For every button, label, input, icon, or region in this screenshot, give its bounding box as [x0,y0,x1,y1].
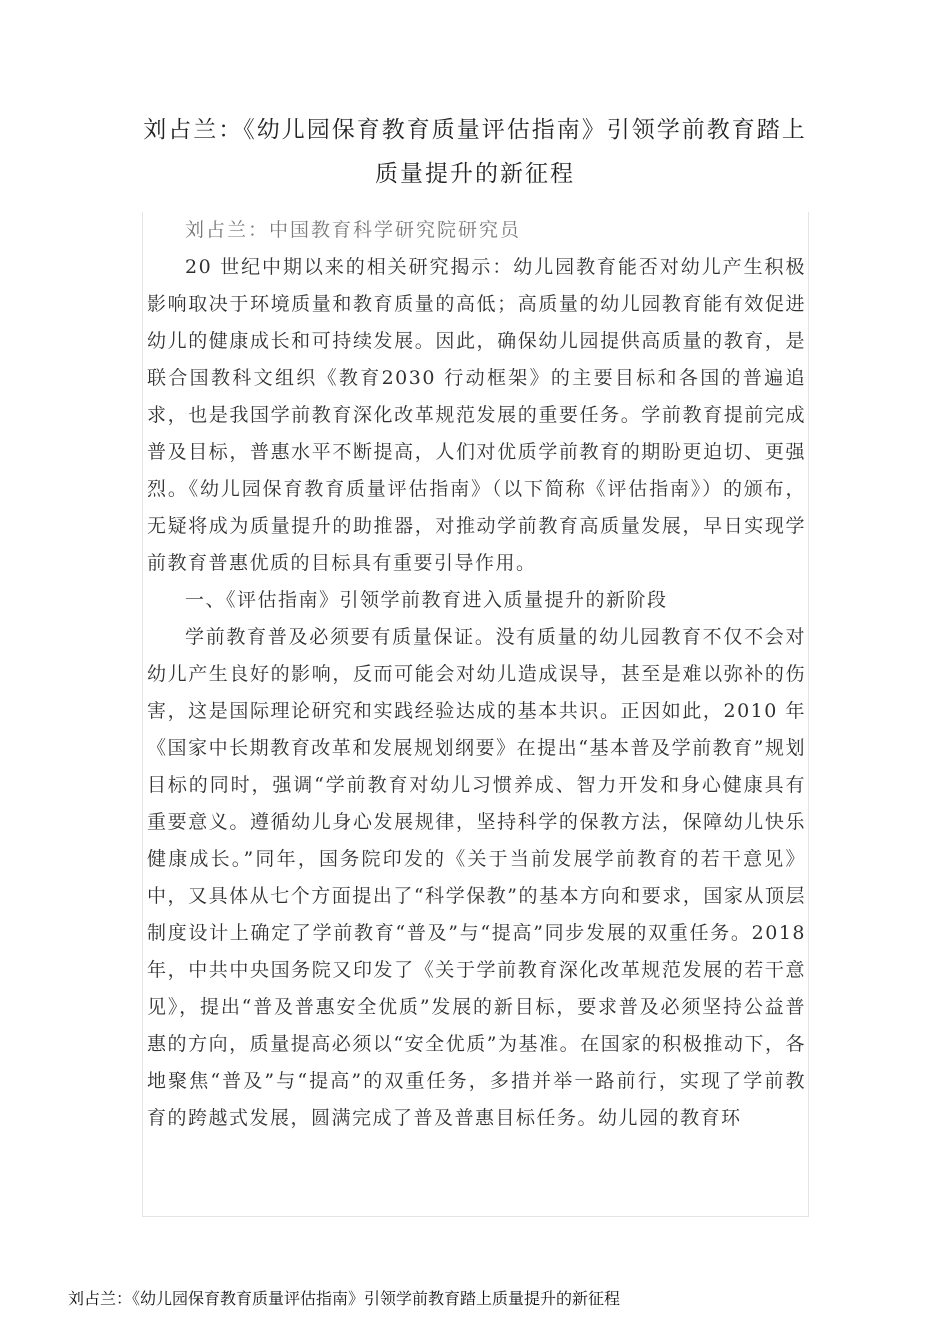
paragraph-intro: 20 世纪中期以来的相关研究揭示：幼儿园教育能否对幼儿产生积极影响取决于环境质量和教育质量的高低；高质量的幼儿园教育能有效促进幼儿的健康成长和可持续发展。因此，确保幼儿园提供高质量的教育，是联合国教科文组织《教育2030 行动框架》的主要目标和各国的普遍追求，也是我国学前教育深化改革规范发展的重要任务。学前教育提前完成普及目标，普惠水平不断提高，人们对优质学前教育的期盼更迫切、更强烈。《幼儿园保育教育质量评估指南》（以下简称《评估指南》）的颁布，无疑将成为质量提升的助推器，对推动学前教育高质量发展，早日实现学前教育普惠优质的目标具有重要引导作用。 [147,256,806,574]
footer-running-title: 刘占兰：《幼儿园保育教育质量评估指南》引领学前教育踏上质量提升的新征程 [68,1289,621,1308]
content-box [142,212,809,1217]
document-title [95,108,855,196]
title-line-1: 刘占兰：《幼儿园保育教育质量评估指南》引领学前教育踏上 [143,117,807,143]
author-line: 刘占兰：中国教育科学研究院研究员 [185,219,522,241]
section-heading: 一、《评估指南》引领学前教育进入质量提升的新阶段 [185,589,668,611]
paragraph-body: 学前教育普及必须要有质量保证。没有质量的幼儿园教育不仅不会对幼儿产生良好的影响，反而可能会对幼儿造成误导，甚至是难以弥补的伤害，这是国际理论研究和实践经验达成的基本共识。正因如此，2010 年《国家中长期教育改革和发展规划纲要》在提出“基本普及学前教育”规划目标的同时，强调“学前教育对幼儿习惯养成、智力开发和身心健康具有重要意义。遵循幼儿身心发展规律，坚持科学的保教方法，保障幼儿快乐健康成长。”同年，国务院印发的《关于当前发展学前教育的若干意见》中，又具体从七个方面提出了“科学保教”的基本方向和要求，国家从顶层制度设计上确定了学前教育“普及”与“提高”同步发展的双重任务。2018 年，中共中央国务院又印发了《关于学前教育深化改革规范发展的若干意见》，提出“普及普惠安全优质”发展的新目标，要求普及必须坚持公益普惠的方向，质量提高必须以“安全优质”为基准。在国家的积极推动下，各地聚焦“普及”与“提高”的双重任务，多措并举一路前行，实现了学前教育的跨越式发展，圆满完成了普及普惠目标任务。幼儿园的教育环 [147,626,806,1129]
title-line-2: 质量提升的新征程 [375,161,575,187]
